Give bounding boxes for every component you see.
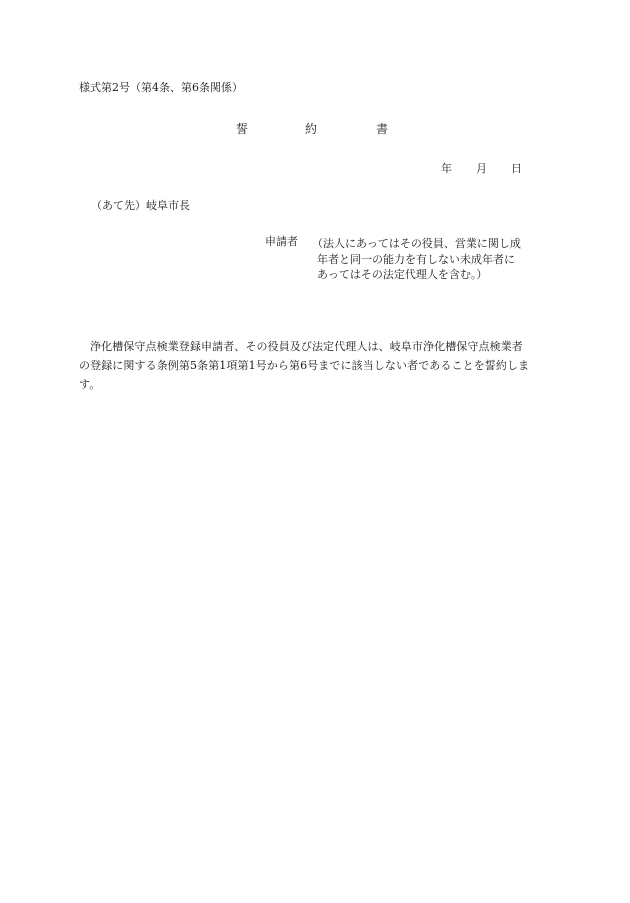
addressee: （あて先）岐阜市長 xyxy=(91,199,190,212)
pledge-line: 浄化槽保守点検業登録申請者、その役員及び法定代理人は、岐阜市浄化槽保守点検業者 xyxy=(90,340,523,353)
form-number: 様式第2号（第4条、第6条関係） xyxy=(79,81,243,94)
applicant-note-line: あってはその法定代理人を含む。） xyxy=(317,268,488,281)
date-month-label: 月 xyxy=(476,162,487,175)
title-char-3: 書 xyxy=(376,122,389,136)
applicant-note-line: （法人にあってはその役員、営業に関し成 xyxy=(312,237,521,250)
date-day-label: 日 xyxy=(511,162,522,175)
applicant-note-line: 年者と同一の能力を有しない未成年者に xyxy=(317,252,515,266)
title-char-2: 約 xyxy=(305,122,318,136)
pledge-statement xyxy=(79,337,553,394)
applicant-label: 申請者 xyxy=(265,235,298,248)
title-char-1: 誓 xyxy=(236,122,249,136)
applicant-note xyxy=(312,236,521,283)
document-title xyxy=(0,123,630,136)
pledge-line: の登録に関する条例第5条第1項第1号から第6号までに該当しない者であることを誓約しま xyxy=(79,359,530,372)
pledge-line: す。 xyxy=(79,378,101,391)
date-year-label: 年 xyxy=(441,162,452,175)
